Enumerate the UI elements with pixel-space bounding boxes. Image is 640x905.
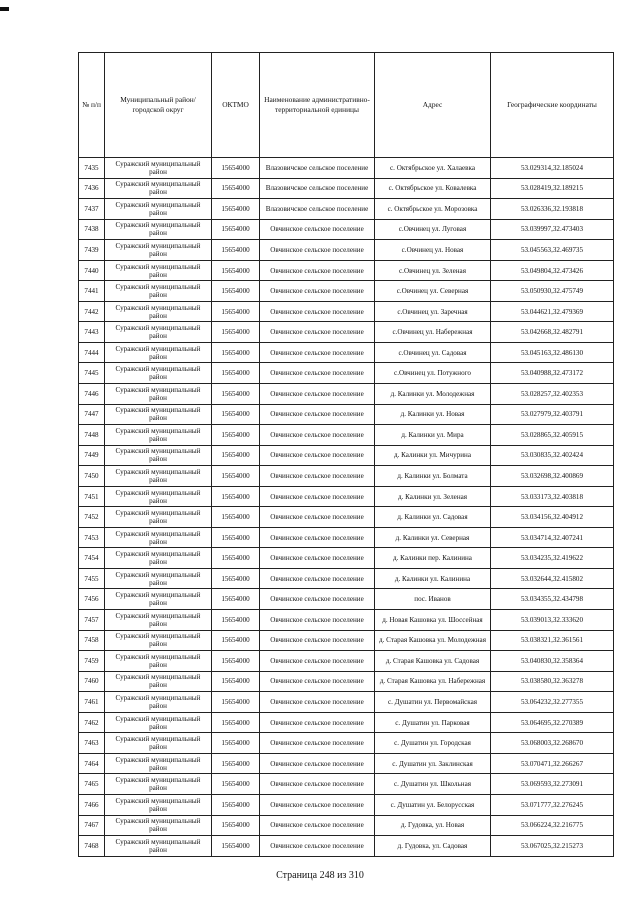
cell-geo: 53.028865,32.405915 <box>491 425 614 446</box>
cell-district: Суражский муниципальный район <box>105 363 212 384</box>
cell-district: Суражский муниципальный район <box>105 630 212 651</box>
cell-district: Суражский муниципальный район <box>105 568 212 589</box>
cell-num: 7454 <box>79 548 105 569</box>
cell-unit: Овчинское сельское поселение <box>260 260 375 281</box>
cell-oktmo: 15654000 <box>212 363 260 384</box>
cell-address: с. Душатин ул. Заклинская <box>375 753 491 774</box>
cell-district: Суражский муниципальный район <box>105 589 212 610</box>
cell-num: 7463 <box>79 733 105 754</box>
cell-geo: 53.070471,32.266267 <box>491 753 614 774</box>
header-district: Муниципальный район/городской округ <box>105 53 212 158</box>
page-footer: Страница 248 из 310 <box>276 870 364 881</box>
cell-district: Суражский муниципальный район <box>105 260 212 281</box>
table-row <box>79 363 614 384</box>
cell-oktmo: 15654000 <box>212 568 260 589</box>
cell-address: д. Старая Кашовка ул. Садовая <box>375 651 491 672</box>
cell-address: д. Калинки ул. Северная <box>375 527 491 548</box>
cell-unit: Овчинское сельское поселение <box>260 733 375 754</box>
cell-oktmo: 15654000 <box>212 507 260 528</box>
cell-geo: 53.039997,32.473403 <box>491 219 614 240</box>
cell-geo: 53.040988,32.473172 <box>491 363 614 384</box>
cell-geo: 53.028257,32.402353 <box>491 384 614 405</box>
cell-oktmo: 15654000 <box>212 651 260 672</box>
table-row <box>79 692 614 713</box>
cell-geo: 53.038321,32.361561 <box>491 630 614 651</box>
cell-unit: Овчинское сельское поселение <box>260 836 375 857</box>
cell-oktmo: 15654000 <box>212 178 260 199</box>
cell-district: Суражский муниципальный район <box>105 815 212 836</box>
cell-num: 7435 <box>79 158 105 179</box>
cell-unit: Овчинское сельское поселение <box>260 363 375 384</box>
header-oktmo: ОКТМО <box>212 53 260 158</box>
cell-address: с. Душатин ул. Парковая <box>375 712 491 733</box>
cell-district: Суражский муниципальный район <box>105 671 212 692</box>
cell-district: Суражский муниципальный район <box>105 753 212 774</box>
cell-num: 7437 <box>79 199 105 220</box>
cell-num: 7457 <box>79 610 105 631</box>
cell-unit: Овчинское сельское поселение <box>260 527 375 548</box>
cell-unit: Овчинское сельское поселение <box>260 794 375 815</box>
cell-district: Суражский муниципальный район <box>105 651 212 672</box>
cell-oktmo: 15654000 <box>212 589 260 610</box>
cell-geo: 53.050930,32.475749 <box>491 281 614 302</box>
cell-unit: Овчинское сельское поселение <box>260 630 375 651</box>
cell-district: Суражский муниципальный район <box>105 486 212 507</box>
cell-num: 7441 <box>79 281 105 302</box>
cell-geo: 53.033173,32.403818 <box>491 486 614 507</box>
cell-unit: Овчинское сельское поселение <box>260 404 375 425</box>
cell-district: Суражский муниципальный район <box>105 158 212 179</box>
table-row <box>79 322 614 343</box>
cell-unit: Овчинское сельское поселение <box>260 568 375 589</box>
cell-oktmo: 15654000 <box>212 712 260 733</box>
cell-num: 7445 <box>79 363 105 384</box>
cell-address: с.Овчинец ул. Луговая <box>375 219 491 240</box>
cell-unit: Овчинское сельское поселение <box>260 774 375 795</box>
cell-oktmo: 15654000 <box>212 199 260 220</box>
cell-oktmo: 15654000 <box>212 486 260 507</box>
cell-unit: Овчинское сельское поселение <box>260 425 375 446</box>
cell-geo: 53.034235,32.419622 <box>491 548 614 569</box>
registry-table <box>78 52 614 857</box>
cell-address: с.Овчинец ул. Новая <box>375 240 491 261</box>
cell-num: 7448 <box>79 425 105 446</box>
cell-num: 7443 <box>79 322 105 343</box>
cell-address: д. Старая Кашовка ул. Набережная <box>375 671 491 692</box>
cell-unit: Овчинское сельское поселение <box>260 651 375 672</box>
cell-district: Суражский муниципальный район <box>105 384 212 405</box>
cell-num: 7450 <box>79 466 105 487</box>
cell-address: д. Калинки ул. Мичурина <box>375 445 491 466</box>
cell-oktmo: 15654000 <box>212 753 260 774</box>
cell-num: 7446 <box>79 384 105 405</box>
table-row <box>79 774 614 795</box>
cell-district: Суражский муниципальный район <box>105 281 212 302</box>
cell-num: 7461 <box>79 692 105 713</box>
cell-oktmo: 15654000 <box>212 404 260 425</box>
cell-geo: 53.071777,32.276245 <box>491 794 614 815</box>
cell-oktmo: 15654000 <box>212 425 260 446</box>
cell-geo: 53.039013,32.333620 <box>491 610 614 631</box>
table-row <box>79 568 614 589</box>
cell-address: д. Калинки ул. Зеленая <box>375 486 491 507</box>
cell-oktmo: 15654000 <box>212 794 260 815</box>
cell-district: Суражский муниципальный район <box>105 774 212 795</box>
cell-address: с. Душатин ул. Первомайская <box>375 692 491 713</box>
cell-num: 7455 <box>79 568 105 589</box>
cell-district: Суражский муниципальный район <box>105 178 212 199</box>
table-row <box>79 486 614 507</box>
cell-address: с. Октябрьское ул. Ковалевка <box>375 178 491 199</box>
cell-unit: Овчинское сельское поселение <box>260 692 375 713</box>
cell-num: 7440 <box>79 260 105 281</box>
cell-unit: Овчинское сельское поселение <box>260 219 375 240</box>
cell-district: Суражский муниципальный район <box>105 301 212 322</box>
cell-geo: 53.066224,32.216775 <box>491 815 614 836</box>
cell-address: с.Овчинец ул. Зеленая <box>375 260 491 281</box>
cell-num: 7444 <box>79 342 105 363</box>
table-row <box>79 815 614 836</box>
cell-district: Суражский муниципальный район <box>105 342 212 363</box>
cell-geo: 53.034355,32.434798 <box>491 589 614 610</box>
cell-oktmo: 15654000 <box>212 610 260 631</box>
cell-oktmo: 15654000 <box>212 774 260 795</box>
table-row <box>79 240 614 261</box>
cell-address: с. Душатин ул. Школьная <box>375 774 491 795</box>
cell-unit: Овчинское сельское поселение <box>260 240 375 261</box>
cell-geo: 53.064695,32.270389 <box>491 712 614 733</box>
cell-district: Суражский муниципальный район <box>105 425 212 446</box>
header-geo: Географические координаты <box>491 53 614 158</box>
cell-address: с. Душатин ул. Белорусская <box>375 794 491 815</box>
cell-oktmo: 15654000 <box>212 260 260 281</box>
cell-geo: 53.032644,32.415802 <box>491 568 614 589</box>
cell-unit: Овчинское сельское поселение <box>260 322 375 343</box>
cell-num: 7452 <box>79 507 105 528</box>
cell-oktmo: 15654000 <box>212 630 260 651</box>
table-row <box>79 548 614 569</box>
cell-oktmo: 15654000 <box>212 466 260 487</box>
cell-district: Суражский муниципальный район <box>105 466 212 487</box>
cell-num: 7436 <box>79 178 105 199</box>
cell-district: Суражский муниципальный район <box>105 692 212 713</box>
table-row <box>79 342 614 363</box>
cell-num: 7438 <box>79 219 105 240</box>
cell-unit: Овчинское сельское поселение <box>260 671 375 692</box>
cell-district: Суражский муниципальный район <box>105 548 212 569</box>
table-row <box>79 733 614 754</box>
cell-district: Суражский муниципальный район <box>105 610 212 631</box>
cell-unit: Овчинское сельское поселение <box>260 301 375 322</box>
cell-oktmo: 15654000 <box>212 815 260 836</box>
cell-oktmo: 15654000 <box>212 158 260 179</box>
table-row <box>79 384 614 405</box>
cell-geo: 53.045563,32.469735 <box>491 240 614 261</box>
cell-oktmo: 15654000 <box>212 384 260 405</box>
cell-num: 7460 <box>79 671 105 692</box>
cell-address: с. Октябрьское ул. Морозовка <box>375 199 491 220</box>
cell-oktmo: 15654000 <box>212 836 260 857</box>
cell-oktmo: 15654000 <box>212 301 260 322</box>
cell-unit: Овчинское сельское поселение <box>260 712 375 733</box>
cell-geo: 53.045163,32.486130 <box>491 342 614 363</box>
cell-address: д. Калинки ул. Новая <box>375 404 491 425</box>
cell-district: Суражский муниципальный район <box>105 527 212 548</box>
cell-geo: 53.028419,32.189215 <box>491 178 614 199</box>
table-row <box>79 712 614 733</box>
scan-mark <box>0 7 9 11</box>
cell-geo: 53.034156,32.404912 <box>491 507 614 528</box>
cell-address: д. Калинки ул. Молодежная <box>375 384 491 405</box>
table-row <box>79 507 614 528</box>
cell-oktmo: 15654000 <box>212 342 260 363</box>
cell-address: д. Гудовка, ул. Садовая <box>375 836 491 857</box>
cell-address: д. Калинки ул. Болмата <box>375 466 491 487</box>
cell-district: Суражский муниципальный район <box>105 445 212 466</box>
cell-num: 7439 <box>79 240 105 261</box>
cell-num: 7451 <box>79 486 105 507</box>
table-row <box>79 836 614 857</box>
cell-num: 7453 <box>79 527 105 548</box>
cell-unit: Влазовичское сельское поселение <box>260 178 375 199</box>
cell-num: 7462 <box>79 712 105 733</box>
cell-num: 7467 <box>79 815 105 836</box>
cell-district: Суражский муниципальный район <box>105 507 212 528</box>
cell-geo: 53.068003,32.268670 <box>491 733 614 754</box>
cell-address: с.Овчинец ул. Потужного <box>375 363 491 384</box>
table-row <box>79 158 614 179</box>
cell-num: 7458 <box>79 630 105 651</box>
cell-oktmo: 15654000 <box>212 733 260 754</box>
cell-district: Суражский муниципальный район <box>105 733 212 754</box>
cell-district: Суражский муниципальный район <box>105 794 212 815</box>
cell-address: с. Октябрьское ул. Халаевка <box>375 158 491 179</box>
cell-unit: Овчинское сельское поселение <box>260 610 375 631</box>
table-row <box>79 610 614 631</box>
cell-oktmo: 15654000 <box>212 281 260 302</box>
cell-district: Суражский муниципальный район <box>105 712 212 733</box>
cell-district: Суражский муниципальный район <box>105 240 212 261</box>
cell-unit: Овчинское сельское поселение <box>260 589 375 610</box>
cell-geo: 53.040830,32.358364 <box>491 651 614 672</box>
table-row <box>79 199 614 220</box>
cell-address: д. Калинки ул. Калинина <box>375 568 491 589</box>
cell-geo: 53.029314,32.185024 <box>491 158 614 179</box>
cell-geo: 53.049804,32.473426 <box>491 260 614 281</box>
cell-address: с.Овчинец ул. Заречная <box>375 301 491 322</box>
cell-district: Суражский муниципальный район <box>105 322 212 343</box>
cell-geo: 53.026336,32.193818 <box>491 199 614 220</box>
cell-geo: 53.042668,32.482791 <box>491 322 614 343</box>
cell-address: пос. Иванов <box>375 589 491 610</box>
cell-unit: Овчинское сельское поселение <box>260 753 375 774</box>
cell-num: 7442 <box>79 301 105 322</box>
cell-address: д. Старая Кашовка ул. Молодежная <box>375 630 491 651</box>
cell-geo: 53.064232,32.277355 <box>491 692 614 713</box>
table-row <box>79 651 614 672</box>
table-row <box>79 445 614 466</box>
cell-oktmo: 15654000 <box>212 671 260 692</box>
cell-geo: 53.034714,32.407241 <box>491 527 614 548</box>
cell-unit: Овчинское сельское поселение <box>260 486 375 507</box>
table-header-row <box>79 53 614 158</box>
table-row <box>79 527 614 548</box>
table-row <box>79 671 614 692</box>
cell-num: 7447 <box>79 404 105 425</box>
table-row <box>79 630 614 651</box>
header-address: Адрес <box>375 53 491 158</box>
cell-address: с.Овчинец ул. Северная <box>375 281 491 302</box>
cell-oktmo: 15654000 <box>212 240 260 261</box>
cell-address: д. Калинки пер. Калинина <box>375 548 491 569</box>
table-row <box>79 425 614 446</box>
cell-unit: Овчинское сельское поселение <box>260 466 375 487</box>
cell-geo: 53.038580,32.363278 <box>491 671 614 692</box>
cell-address: с.Овчинец ул. Садовая <box>375 342 491 363</box>
cell-num: 7468 <box>79 836 105 857</box>
header-unit: Наименование административно-территориальной единицы <box>260 53 375 158</box>
cell-geo: 53.044621,32.479369 <box>491 301 614 322</box>
cell-district: Суражский муниципальный район <box>105 219 212 240</box>
header-num: № п/п <box>79 53 105 158</box>
table-row <box>79 219 614 240</box>
cell-num: 7466 <box>79 794 105 815</box>
cell-geo: 53.030835,32.402424 <box>491 445 614 466</box>
cell-num: 7449 <box>79 445 105 466</box>
cell-oktmo: 15654000 <box>212 692 260 713</box>
cell-oktmo: 15654000 <box>212 322 260 343</box>
cell-unit: Овчинское сельское поселение <box>260 384 375 405</box>
cell-num: 7456 <box>79 589 105 610</box>
cell-num: 7464 <box>79 753 105 774</box>
cell-address: д. Новая Кашовка ул. Шоссейная <box>375 610 491 631</box>
cell-oktmo: 15654000 <box>212 445 260 466</box>
cell-address: с.Овчинец ул. Набережная <box>375 322 491 343</box>
cell-unit: Овчинское сельское поселение <box>260 342 375 363</box>
table-row <box>79 281 614 302</box>
cell-geo: 53.027979,32.403791 <box>491 404 614 425</box>
table-row <box>79 753 614 774</box>
cell-unit: Овчинское сельское поселение <box>260 507 375 528</box>
cell-unit: Овчинское сельское поселение <box>260 548 375 569</box>
table-row <box>79 260 614 281</box>
cell-address: д. Калинки ул. Садовая <box>375 507 491 528</box>
cell-district: Суражский муниципальный район <box>105 836 212 857</box>
cell-oktmo: 15654000 <box>212 548 260 569</box>
cell-address: д. Калинки ул. Мира <box>375 425 491 446</box>
cell-oktmo: 15654000 <box>212 527 260 548</box>
cell-unit: Овчинское сельское поселение <box>260 445 375 466</box>
cell-unit: Овчинское сельское поселение <box>260 815 375 836</box>
table-row <box>79 301 614 322</box>
cell-geo: 53.069593,32.273091 <box>491 774 614 795</box>
table-row <box>79 794 614 815</box>
cell-geo: 53.032698,32.400869 <box>491 466 614 487</box>
cell-unit: Овчинское сельское поселение <box>260 281 375 302</box>
table-row <box>79 178 614 199</box>
table-row <box>79 466 614 487</box>
table-row <box>79 404 614 425</box>
table-row <box>79 589 614 610</box>
cell-geo: 53.067025,32.215273 <box>491 836 614 857</box>
cell-oktmo: 15654000 <box>212 219 260 240</box>
cell-num: 7465 <box>79 774 105 795</box>
cell-district: Суражский муниципальный район <box>105 404 212 425</box>
cell-unit: Влазовичское сельское поселение <box>260 199 375 220</box>
cell-district: Суражский муниципальный район <box>105 199 212 220</box>
cell-address: с. Душатин ул. Городская <box>375 733 491 754</box>
cell-num: 7459 <box>79 651 105 672</box>
cell-unit: Влазовичское сельское поселение <box>260 158 375 179</box>
cell-address: д. Гудовка, ул. Новая <box>375 815 491 836</box>
